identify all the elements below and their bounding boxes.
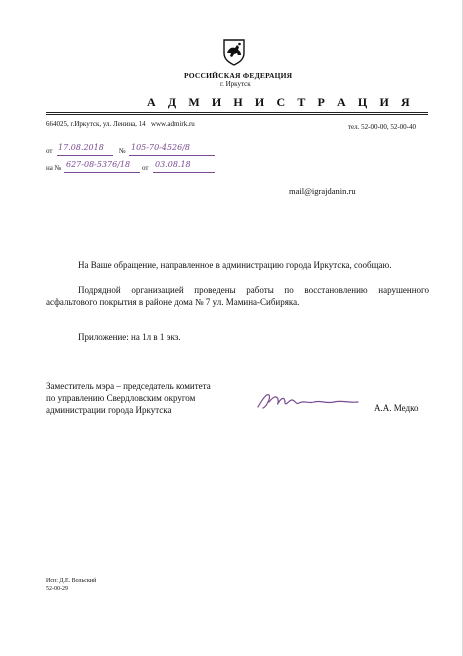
city-name: г. Иркутск [220,80,251,88]
attachment-note: Приложение: на 1л в 1 экз. [78,332,181,342]
incoming-date: 03.08.18 [155,160,191,169]
reply-date-label: от [142,164,149,172]
body-paragraph-1: На Ваше обращение, направленное в администрацию города Иркутска, сообщаю. [78,260,392,270]
address-line [46,120,195,128]
position-line-3: администрации города Иркутска [46,405,172,415]
number-label: № [119,147,126,155]
executor-name: Исп: Д.Е. Вольский [46,578,97,584]
incoming-number: 627-08-5376/18 [66,160,131,169]
country-name: РОССИЙСКАЯ ФЕДЕРАЦИЯ [184,71,293,80]
address: 664025, г.Иркутск, ул. Ленина, 14 [46,120,146,128]
signer-name: А.А. Медко [374,403,419,413]
position-line-1: Заместитель мэра – председатель комитета [46,381,211,391]
handwritten-signature [254,390,364,412]
incoming-date-underline [153,172,215,173]
outgoing-date-underline [57,155,113,156]
from-label: от [46,147,53,155]
header-rule-bottom [46,114,428,115]
phone-numbers: тел. 52-00-00, 52-00-40 [348,123,416,131]
executor-phone: 52-00-29 [46,586,68,592]
incoming-number-underline [64,172,140,173]
outgoing-number-underline [129,155,215,156]
website-link[interactable]: www.admirk.ru [150,120,195,128]
position-line-2: по управлению Свердловским округом [46,393,196,403]
header-rule-top [46,112,428,113]
executor-info [46,577,96,593]
administration-title: А Д М И Н И С Т Р А Ц И Я [147,95,415,109]
signatory-position [46,380,266,416]
body-paragraph-2: Подрядной организацией проведены работы по восстановлению нарушенного асфальтового покрытия в районе дома № 7 ул. Мамина-Сибиряка. [46,285,429,308]
outgoing-date: 17.08.2018 [58,143,104,152]
reply-to-label: на № [46,164,62,172]
recipient-email[interactable]: mail@igrajdanin.ru [289,186,356,196]
coat-of-arms-icon [222,38,246,66]
outgoing-number: 105-70-4526/8 [131,143,190,152]
